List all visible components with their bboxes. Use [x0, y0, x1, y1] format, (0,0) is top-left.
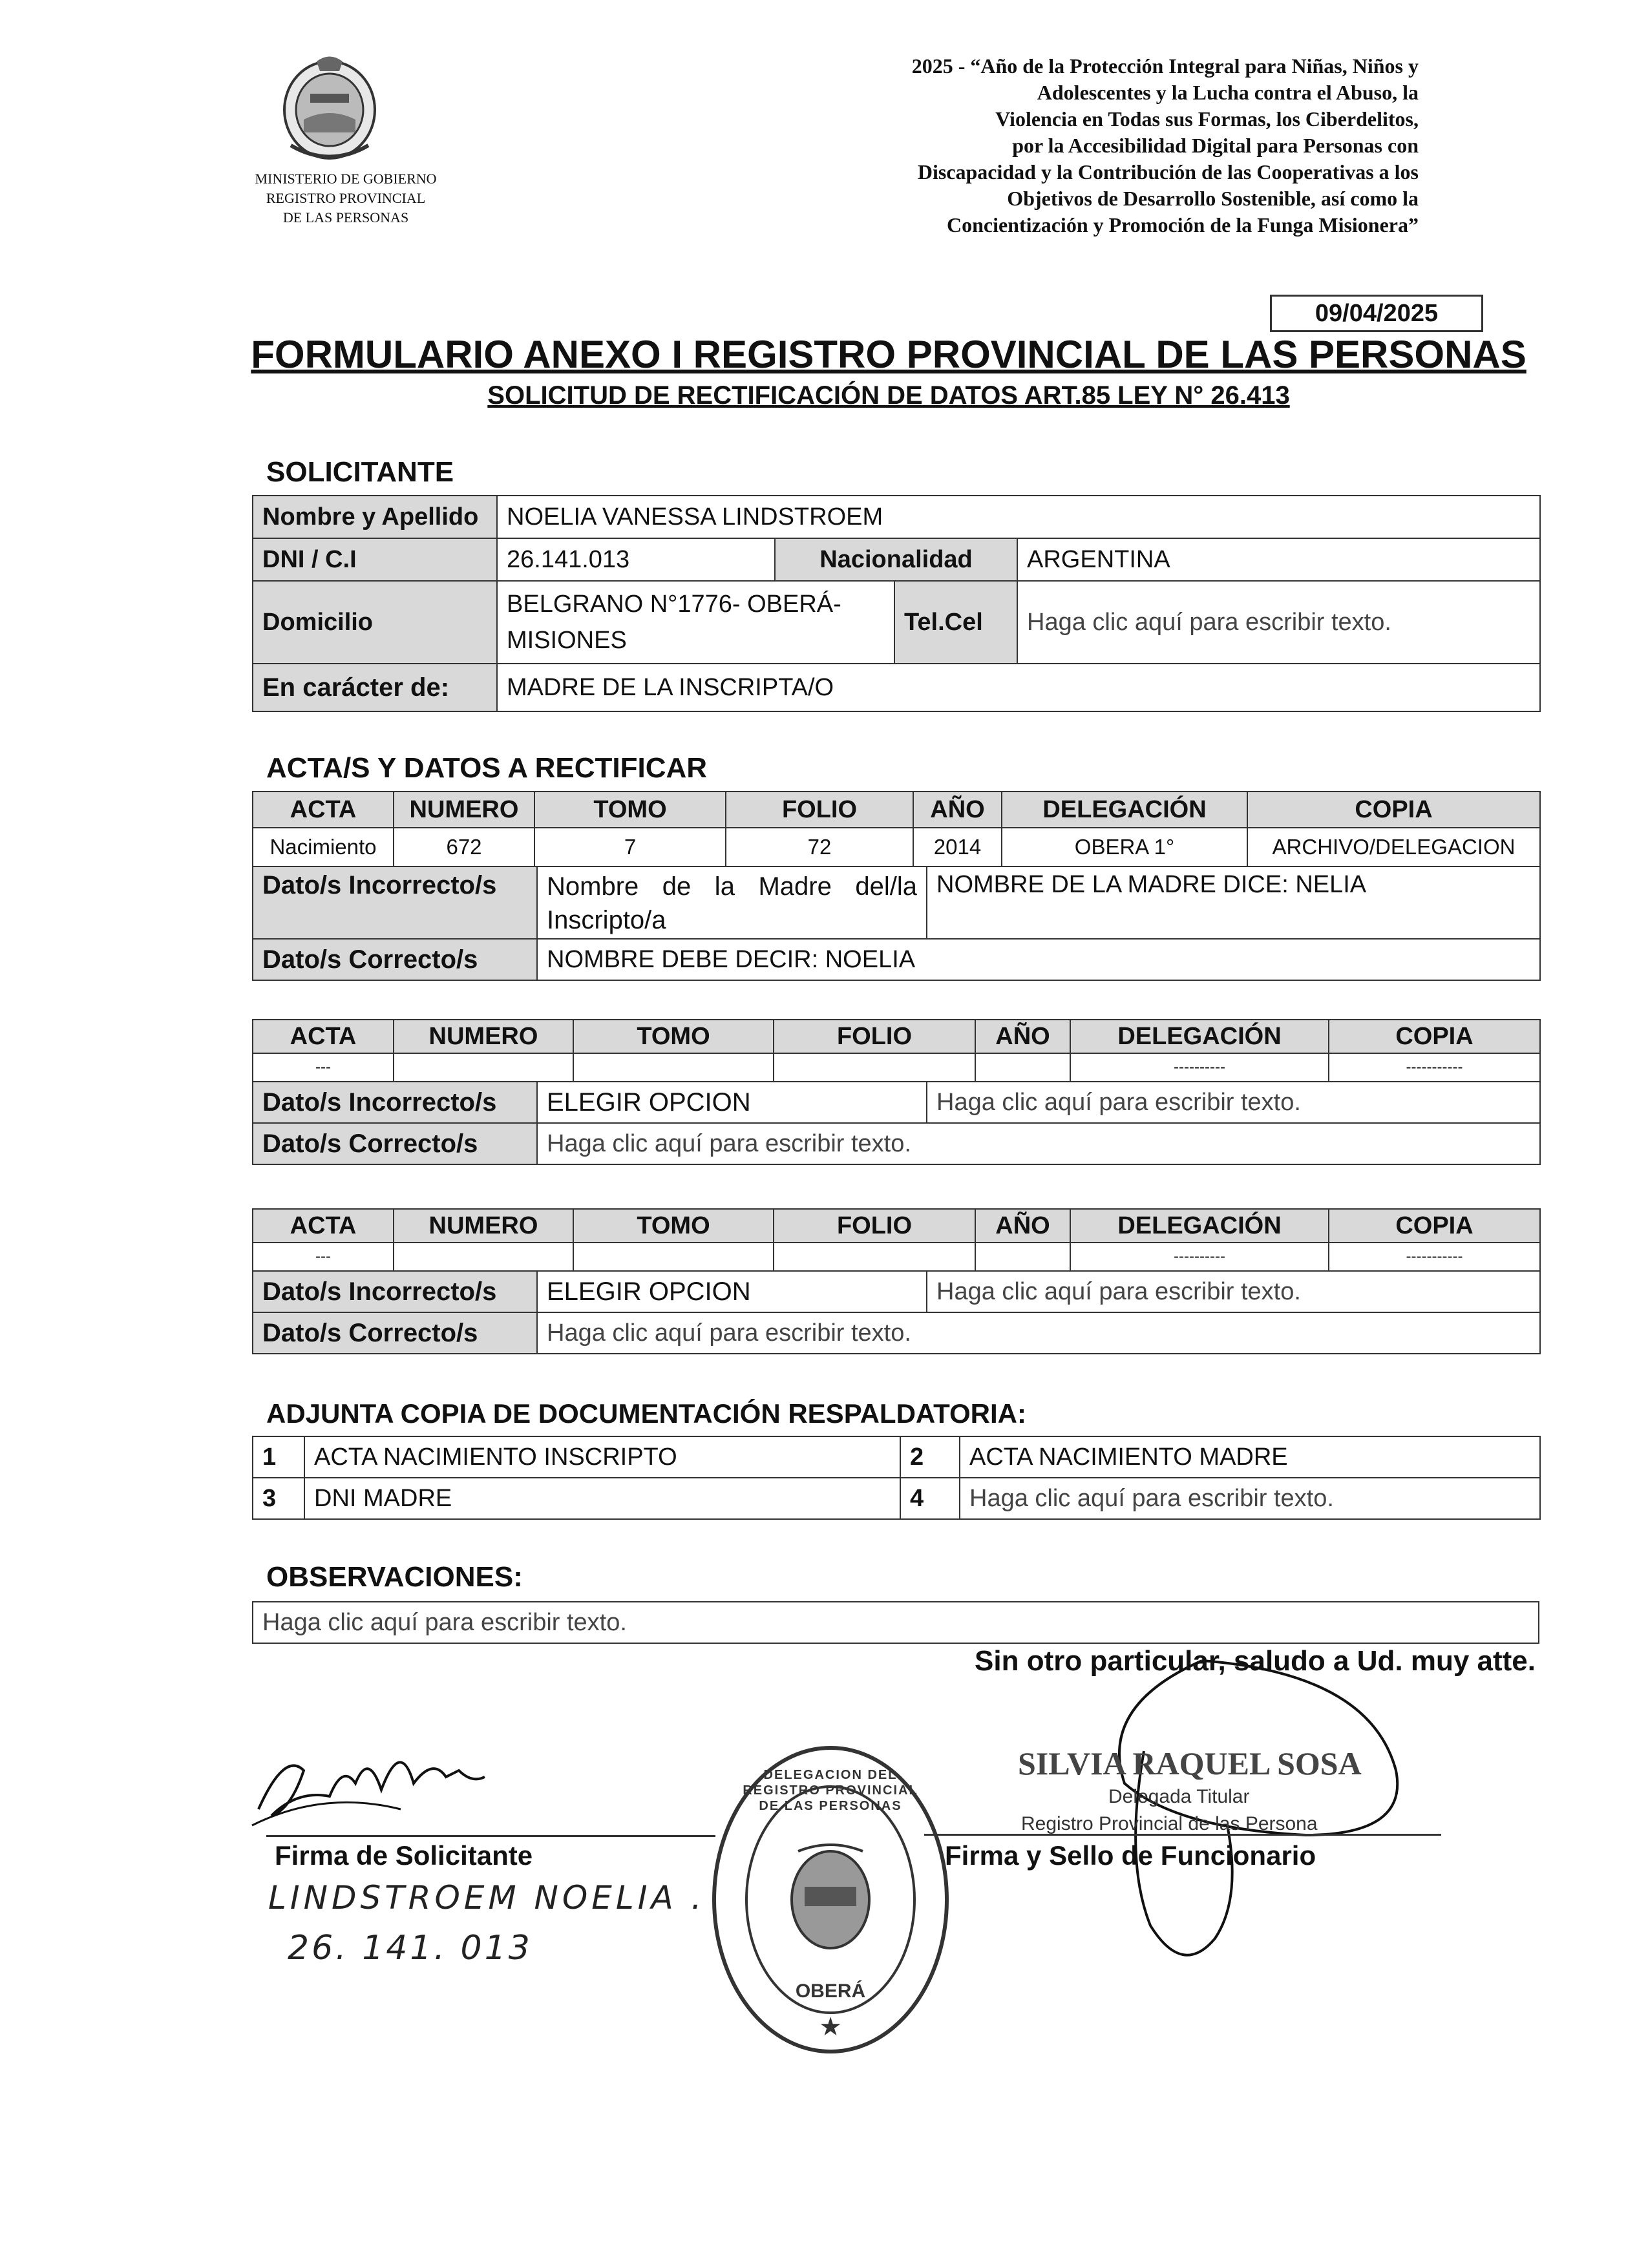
- motto-line: 2025 - “Año de la Protección Integral para Niñas, Niños y: [911, 54, 1419, 78]
- adjunta-num: 2: [900, 1436, 960, 1478]
- col-header-anio: AÑO: [913, 792, 1002, 828]
- telcel-label: Tel.Cel: [894, 581, 1017, 664]
- incorrect-label: Dato/s Incorrecto/s: [253, 1082, 537, 1123]
- acta-copia-field[interactable]: ARCHIVO/DELEGACION: [1247, 828, 1540, 866]
- incorrect-option-line: Nombre de la Madre del/la: [547, 872, 917, 901]
- solicitante-table: [252, 495, 1541, 712]
- svg-text:★: ★: [819, 2013, 842, 2041]
- dni-field[interactable]: 26.141.013: [497, 538, 775, 581]
- col-header-acta: ACTA: [253, 1209, 394, 1243]
- acta-block-1: [252, 791, 1539, 867]
- nombre-label: Nombre y Apellido: [253, 496, 497, 538]
- telcel-field[interactable]: Haga clic aquí para escribir texto.: [1017, 581, 1540, 664]
- col-header-tomo: TOMO: [573, 1020, 774, 1053]
- adjunta-item-field[interactable]: Haga clic aquí para escribir texto.: [960, 1478, 1540, 1519]
- acta-1-header-table: [252, 791, 1541, 867]
- coat-of-arms-logo: [271, 48, 388, 165]
- motto-line: Discapacidad y la Contribución de las Cooperativas a los: [917, 160, 1419, 184]
- incorrect-option-dropdown[interactable]: ELEGIR OPCION: [537, 1271, 927, 1312]
- acta-tomo-field[interactable]: [573, 1243, 774, 1271]
- funcionario-name: SILVIA RAQUEL SOSA: [1018, 1745, 1362, 1781]
- delegation-stamp: [708, 1741, 953, 2058]
- funcionario-role: Delegada Titular: [1108, 1786, 1250, 1807]
- incorrect-text-field[interactable]: Haga clic aquí para escribir texto.: [927, 1082, 1540, 1123]
- acta-copia-field[interactable]: -----------: [1329, 1243, 1540, 1271]
- handwritten-name: LINDSTROEM NOELIA .: [268, 1879, 706, 1916]
- acta-anio-field[interactable]: 2014: [913, 828, 1002, 866]
- acta-1-detail-table: [252, 866, 1541, 981]
- col-header-tomo: TOMO: [534, 792, 726, 828]
- observaciones-section-title: OBSERVACIONES:: [266, 1561, 523, 1593]
- motto-line: Concientización y Promoción de la Funga Misionera”: [946, 213, 1419, 236]
- caracter-field[interactable]: MADRE DE LA INSCRIPTA/O: [497, 664, 1540, 711]
- motto-line: Violencia en Todas sus Formas, los Ciberdelitos,: [995, 107, 1419, 131]
- adjunta-num: 4: [900, 1478, 960, 1519]
- acta-type-field[interactable]: ---: [253, 1243, 394, 1271]
- incorrect-text-field[interactable]: Haga clic aquí para escribir texto.: [927, 1271, 1540, 1312]
- col-header-folio: FOLIO: [774, 1020, 975, 1053]
- correct-text-field[interactable]: Haga clic aquí para escribir texto.: [537, 1312, 1540, 1354]
- firma-solicitante-label: Firma de Solicitante: [275, 1840, 533, 1871]
- acta-numero-field[interactable]: 672: [394, 828, 534, 866]
- stamp-ring-text: DELEGACION DEL REGISTRO PROVINCIAL DE LAS PERSONAS: [743, 1768, 918, 1813]
- col-header-copia: COPIA: [1329, 1020, 1540, 1053]
- incorrect-label: Dato/s Incorrecto/s: [253, 866, 537, 939]
- solicitante-section-title: SOLICITANTE: [266, 456, 454, 488]
- closing-text: Sin otro particular, saludo a Ud. muy atte.: [975, 1645, 1536, 1677]
- ministry-line: REGISTRO PROVINCIAL: [266, 190, 426, 206]
- col-header-anio: AÑO: [975, 1020, 1070, 1053]
- col-header-delegacion: DELEGACIÓN: [1070, 1209, 1329, 1243]
- adjunta-item-field[interactable]: ACTA NACIMIENTO MADRE: [960, 1436, 1540, 1478]
- col-header-numero: NUMERO: [394, 792, 534, 828]
- adjunta-table: [252, 1436, 1541, 1520]
- acta-3-detail-table: [252, 1270, 1541, 1354]
- correct-text-field[interactable]: NOMBRE DEBE DECIR: NOELIA: [537, 939, 1540, 980]
- nombre-field[interactable]: NOELIA VANESSA LINDSTROEM: [497, 496, 1540, 538]
- domicilio-label: Domicilio: [253, 581, 497, 664]
- correct-label: Dato/s Correcto/s: [253, 1123, 537, 1164]
- motto-line: por la Accesibilidad Digital para Personas con: [1012, 134, 1419, 157]
- dni-label: DNI / C.I: [253, 538, 497, 581]
- acta-delegacion-field[interactable]: OBERA 1°: [1002, 828, 1247, 866]
- domicilio-field[interactable]: [497, 581, 894, 664]
- adjunta-item-field[interactable]: DNI MADRE: [304, 1478, 900, 1519]
- acta-2-detail-table: [252, 1081, 1541, 1165]
- col-header-acta: ACTA: [253, 792, 394, 828]
- col-header-delegacion: DELEGACIÓN: [1002, 792, 1247, 828]
- funcionario-signature-line: [924, 1834, 1441, 1836]
- col-header-tomo: TOMO: [573, 1209, 774, 1243]
- acta-folio-field[interactable]: 72: [726, 828, 913, 866]
- page-subtitle: SOLICITUD DE RECTIFICACIÓN DE DATOS ART.85 LEY N° 26.413: [487, 381, 1290, 410]
- col-header-folio: FOLIO: [774, 1209, 975, 1243]
- correct-label: Dato/s Correcto/s: [253, 939, 537, 980]
- incorrect-option-line: Inscripto/a: [547, 906, 666, 934]
- nacionalidad-field[interactable]: ARGENTINA: [1017, 538, 1540, 581]
- acta-copia-field[interactable]: -----------: [1329, 1053, 1540, 1082]
- observaciones-field[interactable]: Haga clic aquí para escribir texto.: [252, 1601, 1539, 1644]
- incorrect-option-dropdown[interactable]: [537, 866, 927, 939]
- adjunta-num: 1: [253, 1436, 304, 1478]
- acta-folio-field[interactable]: [774, 1243, 975, 1271]
- date-value: 09/04/2025: [1315, 300, 1439, 327]
- col-header-anio: AÑO: [975, 1209, 1070, 1243]
- correct-text-field[interactable]: Haga clic aquí para escribir texto.: [537, 1123, 1540, 1164]
- acta-block-3: [252, 1208, 1541, 1272]
- col-header-acta: ACTA: [253, 1020, 394, 1053]
- nacionalidad-label: Nacionalidad: [775, 538, 1017, 581]
- actas-section-title: ACTA/S Y DATOS A RECTIFICAR: [266, 752, 708, 784]
- acta-type-field[interactable]: ---: [253, 1053, 394, 1082]
- col-header-numero: NUMERO: [394, 1209, 573, 1243]
- acta-numero-field[interactable]: [394, 1053, 573, 1082]
- incorrect-label: Dato/s Incorrecto/s: [253, 1271, 537, 1312]
- acta-type-field[interactable]: Nacimiento: [253, 828, 394, 866]
- ministry-line: MINISTERIO DE GOBIERNO: [255, 171, 437, 187]
- col-header-copia: COPIA: [1247, 792, 1540, 828]
- acta-tomo-field[interactable]: 7: [534, 828, 726, 866]
- adjunta-section-title: ADJUNTA COPIA DE DOCUMENTACIÓN RESPALDATORIA:: [266, 1398, 1026, 1429]
- col-header-numero: NUMERO: [394, 1020, 573, 1053]
- funcionario-office: Registro Provincial de las Persona: [1021, 1813, 1318, 1834]
- solicitante-signature: [246, 1712, 517, 1842]
- acta-delegacion-field[interactable]: ----------: [1070, 1243, 1329, 1271]
- caracter-label: En carácter de:: [253, 664, 497, 711]
- acta-numero-field[interactable]: [394, 1243, 573, 1271]
- motto-block: [717, 53, 1419, 238]
- incorrect-text-field[interactable]: NOMBRE DE LA MADRE DICE: NELIA: [927, 866, 1540, 939]
- col-header-folio: FOLIO: [726, 792, 913, 828]
- ministry-line: DE LAS PERSONAS: [282, 209, 409, 226]
- acta-anio-field[interactable]: [975, 1053, 1070, 1082]
- handwritten-dni: 26. 141. 013: [288, 1929, 533, 1968]
- adjunta-item-field[interactable]: ACTA NACIMIENTO INSCRIPTO: [304, 1436, 900, 1478]
- col-header-delegacion: DELEGACIÓN: [1070, 1020, 1329, 1053]
- acta-tomo-field[interactable]: [573, 1053, 774, 1082]
- acta-anio-field[interactable]: [975, 1243, 1070, 1271]
- acta-delegacion-field[interactable]: ----------: [1070, 1053, 1329, 1082]
- domicilio-line: BELGRANO N°1776- OBERÁ-: [507, 591, 841, 618]
- incorrect-option-dropdown[interactable]: ELEGIR OPCION: [537, 1082, 927, 1123]
- correct-label: Dato/s Correcto/s: [253, 1312, 537, 1354]
- col-header-copia: COPIA: [1329, 1209, 1540, 1243]
- acta-folio-field[interactable]: [774, 1053, 975, 1082]
- domicilio-line: MISIONES: [507, 627, 627, 654]
- page-title: FORMULARIO ANEXO I REGISTRO PROVINCIAL DE LAS PERSONAS: [251, 333, 1527, 376]
- date-box: [1270, 295, 1483, 332]
- adjunta-num: 3: [253, 1478, 304, 1519]
- motto-line: Adolescentes y la Lucha contra el Abuso, la: [1037, 81, 1419, 104]
- acta-block-2: [252, 1019, 1541, 1082]
- stamp-city: OBERÁ: [795, 1980, 866, 2002]
- firma-funcionario-label: Firma y Sello de Funcionario: [945, 1840, 1316, 1871]
- ministry-block: [229, 169, 462, 227]
- solicitante-signature-line: [266, 1835, 715, 1837]
- motto-line: Objetivos de Desarrollo Sostenible, así como la: [1007, 187, 1419, 210]
